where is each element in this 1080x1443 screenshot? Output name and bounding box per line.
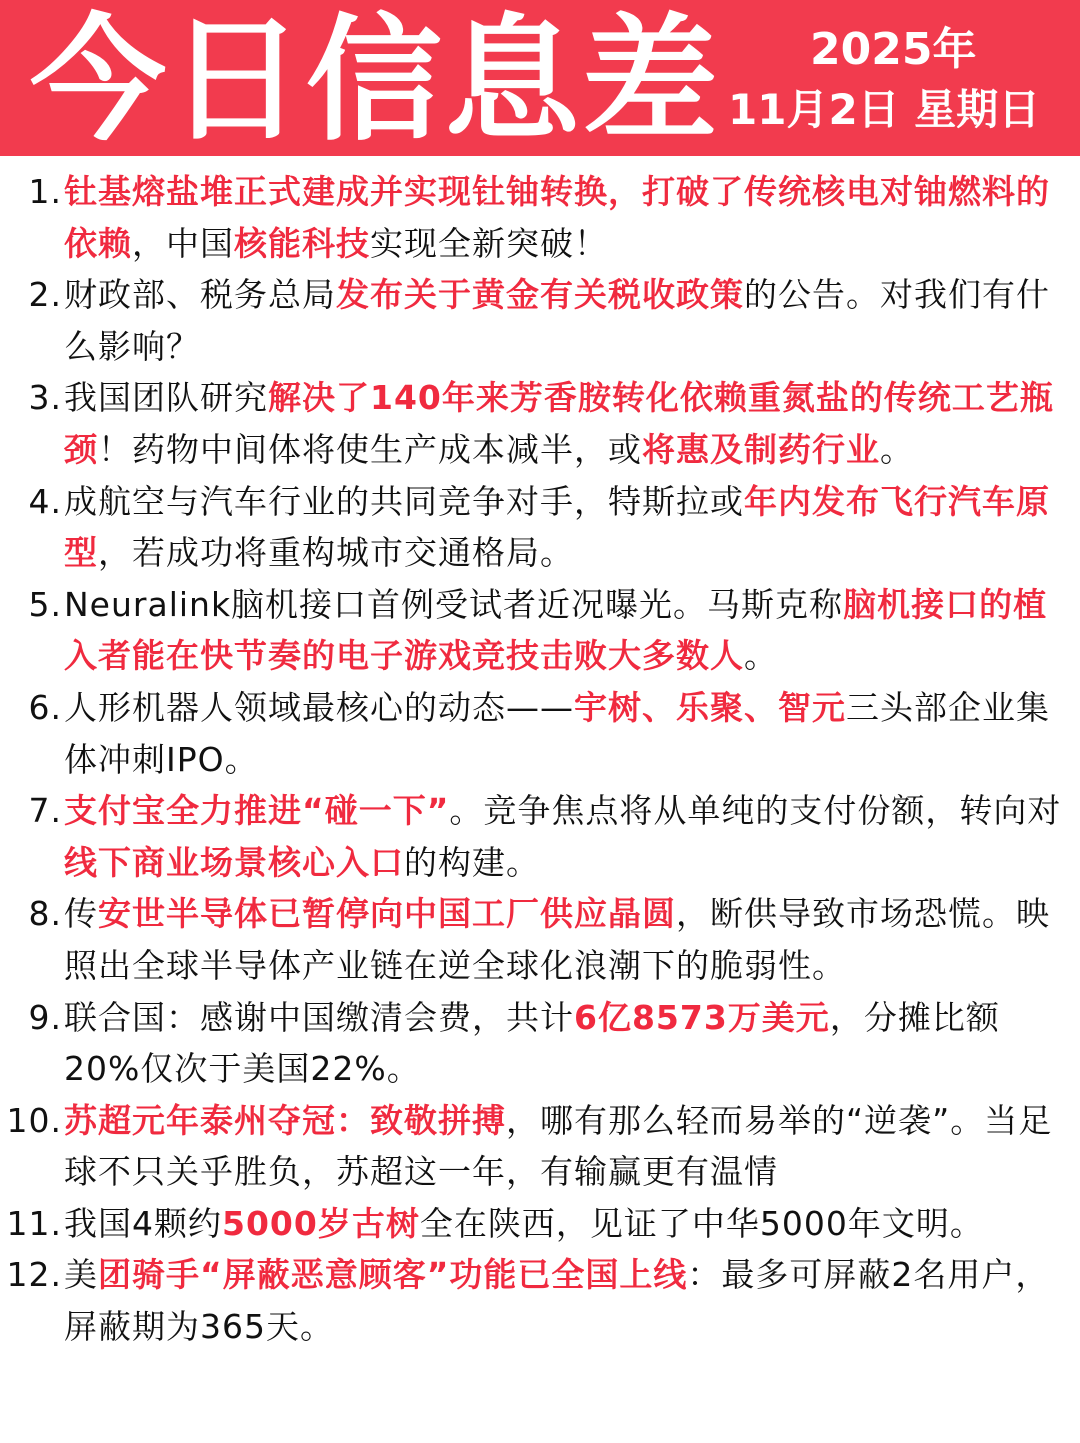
- news-item: [0, 992, 1080, 1095]
- body-text: ：最多可屏蔽2名用户，屏蔽期为365天。: [64, 1255, 1050, 1347]
- body-text: ，分摊比额20%仅次于美国22%。: [64, 997, 1000, 1089]
- body-text: 美: [64, 1255, 98, 1295]
- body-text: ，中国: [132, 223, 234, 263]
- body-text: 三头部企业集体冲刺IPO。: [64, 687, 1050, 779]
- body-text: 我国团队研究: [64, 378, 268, 418]
- body-text: ，若成功将重构城市交通格局。: [98, 533, 574, 573]
- news-item: [0, 1095, 1080, 1198]
- body-text: 。: [744, 636, 778, 676]
- body-text: ！药物中间体将使生产成本减半，或: [98, 429, 642, 469]
- highlight-text: 安世半导体已暂停向中国工厂供应晶圆: [98, 894, 676, 934]
- body-text: 实现全新突破！: [370, 223, 608, 263]
- highlight-text: 钍基熔盐堆正式建成并实现钍铀转换，打破了传统核电对铀燃料的依赖: [64, 172, 1050, 263]
- item-number: 10.: [6, 1100, 62, 1140]
- body-text: 。: [880, 429, 914, 469]
- highlight-text: 核能科技: [234, 223, 370, 263]
- item-number: 1.: [28, 172, 62, 211]
- item-number: 6.: [28, 687, 62, 727]
- highlight-text: 6亿8573万美元: [574, 997, 830, 1037]
- news-item: [0, 269, 1080, 372]
- news-item: [0, 579, 1080, 682]
- body-text: 人形机器人领域最核心的动态——: [64, 687, 574, 727]
- item-number: 7.: [28, 791, 62, 831]
- news-item: [0, 888, 1080, 991]
- highlight-text: 团骑手“屏蔽恶意顾客”功能已全国上线: [98, 1255, 688, 1295]
- item-number: 2.: [28, 275, 62, 315]
- body-text: 全在陕西，见证了中华5000年文明。: [419, 1203, 984, 1243]
- body-text: Neuralink脑机接口首例受试者近况曝光。马斯克称: [64, 584, 844, 624]
- body-text: 财政部、税务总局: [64, 275, 336, 315]
- item-number: 5.: [28, 584, 62, 624]
- body-text: 我国4颗约: [64, 1203, 222, 1243]
- item-number: 3.: [28, 378, 62, 418]
- page-title: 今日信息差: [30, 2, 720, 160]
- news-item: [0, 1198, 1080, 1250]
- highlight-text: 解决了140年来芳香胺转化依赖重氮盐的传统工艺瓶颈: [64, 378, 1054, 469]
- date-year: 2025年: [810, 24, 977, 75]
- news-item: [0, 476, 1080, 579]
- item-number: 9.: [28, 997, 62, 1037]
- news-item: [0, 1249, 1080, 1352]
- body-text: 的构建。: [404, 842, 540, 882]
- item-number: 12.: [6, 1255, 62, 1295]
- item-number: 8.: [28, 894, 62, 934]
- highlight-text: 线下商业场景核心入口: [64, 842, 404, 882]
- item-number: 4.: [28, 481, 62, 521]
- news-item: [0, 166, 1080, 269]
- highlight-text: 年内发布飞行汽车原型: [64, 481, 1050, 573]
- highlight-text: 苏超元年泰州夺冠：致敬拼搏: [64, 1100, 506, 1140]
- highlight-text: 5000岁古树: [222, 1203, 420, 1243]
- body-text: ，哪有那么轻而易举的“逆袭”。当足球不只关乎胜负，苏超这一年，有输赢更有温情: [64, 1100, 1053, 1192]
- highlight-text: 脑机接口的植入者能在快节奏的电子游戏竞技击败大多数人: [64, 584, 1048, 676]
- body-text: 。竞争焦点将从单纯的支付份额，转向对: [449, 791, 1062, 831]
- date-weekday: 11月2日 星期日: [728, 85, 1041, 134]
- news-item: [0, 785, 1080, 888]
- header-banner: [0, 0, 1080, 160]
- news-item: [0, 682, 1080, 785]
- body-text: 的公告。对我们有什么影响？: [64, 275, 1050, 366]
- body-text: 传: [64, 894, 98, 934]
- body-text: ，断供导致市场恐慌。映照出全球半导体产业链在逆全球化浪潮下的脆弱性。: [64, 894, 1050, 985]
- news-list: [0, 166, 1080, 1353]
- highlight-text: 支付宝全力推进“碰一下”: [64, 791, 450, 831]
- body-text: 成航空与汽车行业的共同竞争对手，特斯拉或: [64, 481, 744, 521]
- body-text: 联合国：感谢中国缴清会费，共计: [64, 997, 574, 1037]
- news-item: [0, 372, 1080, 475]
- highlight-text: 将惠及制药行业: [642, 429, 880, 469]
- item-number: 11.: [6, 1203, 62, 1243]
- highlight-text: 发布关于黄金有关税收政策: [336, 275, 744, 315]
- highlight-text: 宇树、乐聚、智元: [574, 687, 846, 727]
